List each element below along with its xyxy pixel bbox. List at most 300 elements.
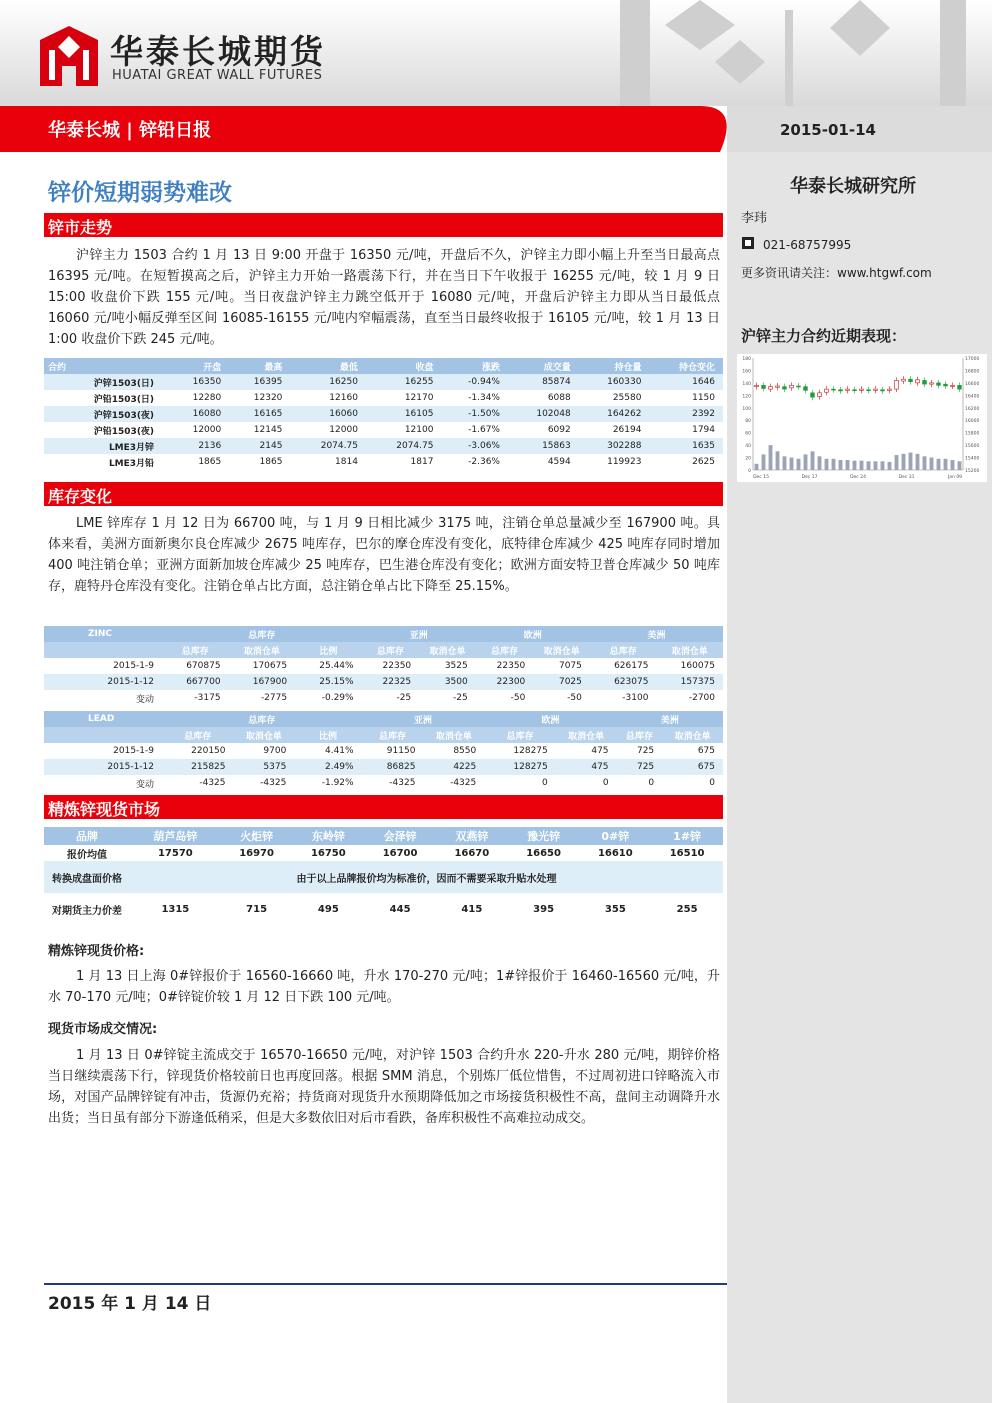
- table-cell: 16750: [310, 847, 346, 859]
- row-label: 转换成盘面价格: [44, 861, 130, 893]
- left-tick-label: 140: [742, 381, 751, 387]
- right-tick-label: 16200: [965, 406, 980, 412]
- subheading-spot-price: 精炼锌现货价格:: [48, 944, 145, 959]
- sub-header-cell: 总库存: [484, 727, 556, 743]
- table-cell: 2015-1-9: [113, 746, 154, 756]
- volume-bar: [755, 464, 759, 470]
- table-cell: 16395: [229, 374, 290, 390]
- spot-header-row: [44, 827, 723, 845]
- table-cell: 164262: [579, 406, 650, 422]
- volume-bar: [951, 460, 955, 470]
- left-tick-label: 100: [742, 406, 751, 412]
- table-row: [44, 406, 723, 422]
- table-cell: 675: [697, 746, 715, 756]
- blank-cell: [44, 642, 162, 658]
- header-cell: 品牌: [44, 827, 130, 845]
- spot-price-paragraph: 1 月 13 日上海 0#锌报价于 16560-16660 吨，升水 170-270 元/吨；1#锌报价于 16460-16560 元/吨，升水 70-170 元/吨；0#锌锭价较 1 月 12 日下跌 100 元/吨。: [48, 969, 720, 1005]
- group-header-row: [44, 626, 723, 642]
- quote-table: [44, 358, 723, 470]
- table-cell: 沪铅1503(夜): [93, 426, 155, 437]
- table-cell: -2700: [688, 693, 715, 703]
- table-cell: -25: [396, 693, 412, 703]
- candle-body: [846, 389, 850, 390]
- table-cell: 1794: [692, 425, 715, 435]
- header-decoration: [560, 0, 992, 106]
- table-cell: 9700: [263, 746, 287, 756]
- group-header: 总库存: [162, 626, 362, 642]
- table-cell: 128275: [513, 746, 548, 756]
- volume-bar: [762, 454, 766, 470]
- table-row: [44, 690, 723, 706]
- candle-body: [839, 390, 843, 391]
- header-cell: 东岭锌: [292, 827, 364, 845]
- table-row: [44, 438, 723, 454]
- footer-date: 2015 年 1 月 14 日: [48, 1294, 212, 1314]
- table-cell: 255: [676, 903, 698, 915]
- table-cell: 7025: [533, 674, 590, 690]
- table-cell: 2.49%: [294, 759, 361, 775]
- table-cell: 0: [709, 778, 715, 788]
- candle-body: [888, 389, 892, 390]
- table-cell: 715: [246, 903, 268, 915]
- candle-body: [825, 389, 829, 392]
- table-cell: 667700: [162, 674, 229, 690]
- table-cell: 2136: [168, 438, 229, 454]
- table-cell: -3.06%: [441, 438, 508, 454]
- sub-header-cell: 取消仓单: [662, 727, 723, 743]
- table-cell: 91150: [386, 746, 416, 756]
- volume-bar: [909, 453, 913, 470]
- table-cell: 22325: [362, 674, 420, 690]
- table-cell: 302288: [579, 438, 650, 454]
- table-cell: 16670: [454, 847, 490, 859]
- table-cell: 1814: [335, 457, 358, 467]
- sub-header-cell: 取消仓单: [234, 727, 295, 743]
- table-cell: 12170: [404, 393, 434, 403]
- candle-body: [909, 379, 913, 381]
- table-cell: 1646: [649, 374, 723, 390]
- header-cell: 葫芦岛锌: [130, 827, 221, 845]
- candle-body: [776, 386, 780, 387]
- volume-bar: [958, 461, 962, 470]
- section-bar-market: [44, 213, 723, 237]
- candle-body: [937, 383, 941, 385]
- section-title-market: 锌市走势: [48, 218, 113, 237]
- table-label: LEAD: [44, 711, 162, 727]
- table-cell: 2015-1-9: [113, 661, 154, 671]
- spot-avg-row: [44, 845, 723, 861]
- candle-body: [930, 383, 934, 384]
- phone-icon: [741, 236, 755, 250]
- sub-header-cell: 取消仓单: [423, 727, 484, 743]
- table-cell: 22350: [496, 661, 526, 671]
- table-cell: 22350: [382, 661, 412, 671]
- footer-divider: [44, 1283, 727, 1285]
- left-tick-label: 120: [742, 394, 751, 400]
- table-cell: 495: [317, 903, 339, 915]
- candle-body: [916, 380, 920, 383]
- table-cell: 沪锌1503(日): [44, 374, 168, 390]
- table-cell: 16165: [229, 406, 290, 422]
- table-cell: -2775: [260, 693, 288, 703]
- table-cell: 12160: [329, 393, 358, 403]
- section-title-spot: 精炼锌现货市场: [48, 800, 161, 819]
- table-cell: 16255: [366, 374, 442, 390]
- website-note: 更多资讯请关注：www.htgwf.com: [741, 266, 932, 280]
- table-cell: 623075: [590, 674, 657, 690]
- table-cell: 160075: [680, 661, 715, 671]
- table-cell: -3100: [622, 693, 649, 703]
- group-header: 亚洲: [362, 711, 485, 727]
- right-tick-label: 16000: [965, 419, 980, 425]
- table-cell: 1635: [649, 438, 723, 454]
- sub-header-cell: 取消仓单: [656, 642, 723, 658]
- table-cell: -3175: [194, 693, 221, 703]
- volume-bar: [874, 461, 878, 470]
- table-cell: -1.34%: [468, 393, 500, 403]
- table-cell: 16060: [290, 406, 366, 422]
- volume-bar: [930, 458, 934, 470]
- header-cell: 成交量: [508, 358, 579, 374]
- sub-header-row: [44, 727, 723, 743]
- table-cell: 1150: [692, 393, 715, 403]
- right-tick-label: 15800: [965, 431, 980, 437]
- group-header: 美洲: [590, 626, 723, 642]
- table-cell: 12000: [329, 425, 358, 435]
- blank-cell: [44, 727, 162, 743]
- volume-bar: [804, 454, 808, 470]
- sub-header-cell: 总库存: [617, 727, 663, 743]
- table-cell: 395: [533, 903, 555, 915]
- table-cell: -4325: [199, 778, 226, 788]
- table-cell: 2625: [692, 457, 715, 467]
- x-tick-label: Jan 09: [947, 475, 963, 480]
- volume-bar: [811, 451, 815, 470]
- group-header: 亚洲: [362, 626, 476, 642]
- volume-bar: [937, 459, 941, 470]
- table-cell: -1.92%: [321, 778, 354, 788]
- sub-header-cell: 取消仓单: [419, 642, 476, 658]
- header-cell: 会泽锌: [364, 827, 436, 845]
- volume-bar: [888, 462, 892, 470]
- header-cell: 0#锌: [579, 827, 651, 845]
- table-cell: 8550: [453, 746, 477, 756]
- header-cell: 开盘: [168, 358, 229, 374]
- table-cell: 2015-1-12: [44, 674, 162, 690]
- sub-header-cell: 总库存: [162, 727, 234, 743]
- table-cell: 725: [617, 759, 663, 775]
- table-cell: 2074.75: [290, 438, 366, 454]
- table-cell: 445: [389, 903, 411, 915]
- candle-body: [811, 393, 815, 397]
- candle-body: [881, 390, 885, 391]
- zinc-candlestick-chart: [737, 354, 987, 482]
- table-row: [44, 743, 723, 759]
- table-cell: 2015-1-12: [44, 759, 162, 775]
- candle-body: [853, 390, 857, 391]
- table-cell: 355: [604, 903, 626, 915]
- table-cell: 16970: [239, 847, 274, 859]
- sub-header-cell: 总库存: [162, 642, 229, 658]
- candle-body: [804, 387, 808, 391]
- candle-body: [755, 385, 759, 386]
- row-label: 对期货主力价差: [52, 905, 122, 917]
- right-tick-label: 16800: [965, 369, 980, 375]
- table-cell: 25.44%: [319, 661, 354, 671]
- candle-body: [923, 380, 927, 384]
- table-cell: 12280: [192, 393, 222, 403]
- candle-body: [769, 387, 773, 389]
- table-cell: 670875: [186, 661, 221, 671]
- header-cell: 持仓量: [579, 358, 650, 374]
- brand-name-cn: 华泰长城期货: [110, 32, 326, 71]
- table-cell: 128275: [484, 759, 556, 775]
- table-row: [44, 454, 723, 470]
- conversion-note: 由于以上品牌报价均为标准价，因而不需要采取升贴水处理: [130, 861, 723, 893]
- report-date: 2015-01-14: [780, 121, 876, 139]
- x-tick-label: Dec 24: [850, 475, 866, 480]
- spot-conv-row: [44, 861, 723, 893]
- right-tick-label: 15400: [965, 456, 980, 462]
- subheading-trading: 现货市场成交情况:: [48, 1022, 158, 1037]
- sub-header-cell: 取消仓单: [533, 642, 590, 658]
- group-header: 总库存: [162, 711, 362, 727]
- table-cell: LME3月铅: [108, 458, 155, 469]
- row-label: 报价均值: [67, 849, 107, 861]
- table-cell: 475: [591, 746, 609, 756]
- table-cell: -2.36%: [468, 457, 500, 467]
- table-row: [44, 658, 723, 674]
- table-cell: 沪锌1503(夜): [44, 406, 168, 422]
- volume-bar: [790, 458, 794, 470]
- market-paragraph: 沪锌主力 1503 合约 1 月 13 日 9:00 开盘于 16350 元/吨，开盘后不久，沪锌主力即小幅上升至当日最高点 16395 元/吨。在短暂摸高之后，沪锌主力开始一路震荡下行，并在当日下午收报于 16255 元/吨，较 1 月 9 日 15:00 收盘价下跌 155 元/吨。当日夜盘沪锌主力跳空低开于 16080 元/吨，开盘后沪锌主力即从当日最低点 16060 元/吨小幅反弹至区间 16085-16155 元/吨内窄幅震荡，直至当日最终收报于 16105 元/吨，较 1 月 13 日 1:00 收盘价下跌 245 元/吨。: [48, 248, 720, 347]
- candle-body: [958, 385, 962, 389]
- left-tick-label: 20: [745, 456, 751, 462]
- table-cell: 4594: [547, 457, 571, 467]
- table-cell: 4225: [423, 759, 484, 775]
- candle-body: [762, 385, 766, 388]
- table-row: [44, 390, 723, 406]
- table-cell: 12145: [253, 425, 283, 435]
- table-cell: 86825: [362, 759, 424, 775]
- table-cell: 85874: [508, 374, 579, 390]
- table-cell: 12000: [192, 425, 222, 435]
- section-title-inventory: 库存变化: [48, 487, 113, 506]
- table-cell: 215825: [162, 759, 234, 775]
- header-cell: 火炬锌: [221, 827, 293, 845]
- group-header: 欧洲: [484, 711, 616, 727]
- left-tick-label: 180: [742, 357, 751, 362]
- table-cell: 170675: [252, 661, 288, 671]
- candle-body: [951, 385, 955, 386]
- table-cell: 16650: [526, 847, 561, 859]
- table-cell: 2145: [229, 438, 290, 454]
- header-cell: 双燕锌: [436, 827, 508, 845]
- candle-body: [832, 389, 836, 390]
- sub-header-row: [44, 642, 723, 658]
- table-cell: 1865: [198, 457, 222, 467]
- volume-bar: [867, 461, 871, 470]
- x-tick-label: Dec 15: [753, 475, 769, 480]
- table-cell: 7075: [558, 661, 582, 671]
- table-cell: 119923: [607, 457, 642, 467]
- table-cell: 102048: [508, 406, 579, 422]
- x-tick-label: Dec 31: [898, 475, 915, 480]
- table-cell: 4.41%: [324, 746, 354, 756]
- candle-body: [895, 380, 899, 389]
- table-cell: -0.29%: [321, 693, 354, 703]
- table-cell: 6088: [547, 393, 571, 403]
- table-cell: 12320: [253, 393, 283, 403]
- table-cell: -0.94%: [441, 374, 508, 390]
- table-cell: 沪铅1503(日): [93, 394, 155, 405]
- table-cell: 16510: [669, 847, 705, 859]
- table-row: [44, 374, 723, 390]
- table-cell: -4325: [260, 778, 287, 788]
- sub-header-cell: 比例: [295, 642, 362, 658]
- volume-bar: [881, 461, 885, 470]
- candle-body: [860, 389, 864, 390]
- table-cell: 0: [602, 778, 609, 788]
- volume-bar: [860, 461, 864, 470]
- table-row: [44, 674, 723, 690]
- candle-body: [797, 386, 801, 387]
- right-tick-label: 16600: [965, 381, 980, 387]
- header-cell: 收盘: [366, 358, 442, 374]
- inventory-paragraph: LME 锌库存 1 月 12 日为 66700 吨，与 1 月 9 日相比减少 3175 吨，注销仓单总量减少至 167900 吨。具体来看，美洲方面新奥尔良仓库减少 2675 吨库存，巴尔的摩仓库没有变化，底特律仓库减少 425 吨库存同时增加 400 吨注销仓单；亚洲方面新加坡仓库减少 25 吨库存，巴生港仓库没有变化；欧洲方面安特卫普仓库减少 50 吨库存，鹿特丹仓库没有变化。注销仓单占比方面，总注销仓单占比下降至 25.15%。: [48, 516, 720, 594]
- table-cell: 160330: [579, 374, 650, 390]
- header-cell: 豫光锌: [508, 827, 580, 845]
- table-cell: 3500: [419, 674, 476, 690]
- table-cell: 167900: [229, 674, 296, 690]
- volume-bar: [846, 460, 850, 470]
- table-cell: 1865: [259, 457, 283, 467]
- table-cell: 16105: [366, 406, 442, 422]
- table-cell: -50: [567, 693, 582, 703]
- table-cell: 2392: [649, 406, 723, 422]
- header-cell: 合约: [44, 358, 168, 374]
- header-cell: 涨跌: [441, 358, 508, 374]
- table-cell: -4325: [389, 778, 416, 788]
- trading-paragraph: 1 月 13 日 0#锌锭主流成交于 16570-16650 元/吨，对沪锌 1503 合约升水 220-升水 280 元/吨，期锌价格当日继续震荡下行，锌现货价格较前日也再度回落。根据 SMM 消息，个别炼厂低位惜售，不过周初进口锌略流入市场，对国产品牌锌锭有冲击，货源仍充裕；持货商对现货升水预期降低加之市场接货积极性不高，盘间主动调降升水出货；当日虽有部分下游逢低稍采，但是大多数依旧对后市看跌，备库积极性不高难拉动成交。: [48, 1048, 720, 1126]
- table-cell: 5375: [234, 759, 295, 775]
- table-row: [44, 759, 723, 775]
- right-tick-label: 15200: [965, 469, 980, 474]
- table-cell: 25580: [612, 393, 642, 403]
- table-cell: 157375: [656, 674, 723, 690]
- table-cell: 1315: [161, 903, 190, 915]
- table-cell: 725: [636, 746, 655, 756]
- section-bar-inventory: [44, 482, 723, 506]
- sub-header-cell: 总库存: [362, 642, 420, 658]
- volume-bar: [797, 459, 801, 470]
- brand-name-en: HUATAI GREAT WALL FUTURES: [112, 68, 323, 83]
- volume-bar: [944, 459, 948, 470]
- sub-header-cell: 取消仓单: [556, 727, 617, 743]
- header-cell: 最高: [229, 358, 290, 374]
- table-header-row: [44, 358, 723, 374]
- table-row: [44, 775, 723, 791]
- table-cell: -4325: [450, 778, 477, 788]
- spot-diff-row: [44, 893, 723, 925]
- right-tick-label: 15600: [965, 444, 980, 450]
- left-tick-label: 160: [742, 369, 751, 375]
- table-cell: 12100: [404, 425, 434, 435]
- table-cell: 25.15%: [295, 674, 362, 690]
- table-cell: 16250: [290, 374, 366, 390]
- contact-phone: 021-68757995: [763, 238, 852, 252]
- candle-body: [902, 379, 906, 381]
- volume-bar: [839, 460, 843, 470]
- institute-name: 华泰长城研究所: [790, 176, 916, 197]
- table-cell: 17570: [157, 847, 193, 859]
- sub-header-cell: 总库存: [476, 642, 534, 658]
- table-cell: 220150: [191, 746, 226, 756]
- group-header: 美洲: [617, 711, 723, 727]
- volume-bar: [895, 455, 899, 470]
- table-cell: 6092: [547, 425, 571, 435]
- volume-bar: [923, 456, 927, 470]
- left-tick-label: 80: [745, 419, 751, 425]
- table-cell: 2074.75: [366, 438, 442, 454]
- left-tick-label: 60: [745, 431, 751, 437]
- candle-body: [867, 390, 871, 391]
- sub-header-cell: 总库存: [362, 727, 424, 743]
- table-cell: 415: [461, 903, 483, 915]
- volume-bar: [832, 459, 836, 470]
- volume-bar: [818, 456, 822, 470]
- header-cell: 持仓变化: [649, 358, 723, 374]
- table-label: ZINC: [44, 626, 162, 642]
- volume-bar: [853, 461, 857, 470]
- table-cell: -1.50%: [441, 406, 508, 422]
- table-cell: 变动: [135, 779, 154, 790]
- volume-bar: [776, 451, 780, 470]
- sub-header-cell: 取消仓单: [229, 642, 296, 658]
- volume-bar: [769, 445, 773, 470]
- spot-price-table: [44, 827, 723, 925]
- candle-body: [790, 385, 794, 387]
- table-cell: 22300: [476, 674, 534, 690]
- table-cell: 变动: [135, 694, 154, 705]
- table-cell: 15863: [508, 438, 579, 454]
- table-cell: 0: [542, 778, 548, 788]
- zinc-inventory-table: [44, 626, 723, 706]
- table-cell: 675: [662, 759, 723, 775]
- table-cell: LME3月锌: [44, 438, 168, 454]
- left-tick-label: 40: [745, 444, 751, 450]
- table-cell: 16610: [597, 847, 633, 859]
- author-name: 李玮: [741, 211, 768, 226]
- table-cell: 1817: [410, 457, 434, 467]
- left-tick-label: 0: [748, 469, 751, 474]
- sub-header-cell: 总库存: [590, 642, 657, 658]
- table-cell: 0: [648, 778, 655, 788]
- group-header: 欧洲: [476, 626, 590, 642]
- volume-bar: [783, 456, 787, 470]
- header-cell: 1#锌: [651, 827, 723, 845]
- candle-body: [874, 389, 878, 390]
- candle-body: [944, 384, 948, 386]
- volume-bar: [825, 459, 829, 470]
- volume-bar: [916, 454, 920, 470]
- report-name: 华泰长城 | 锌铅日报: [48, 120, 212, 141]
- candle-body: [818, 393, 822, 397]
- huatai-logo-icon: [40, 26, 98, 86]
- table-row: [44, 422, 723, 438]
- table-cell: -1.67%: [468, 425, 500, 435]
- table-cell: 16080: [168, 406, 229, 422]
